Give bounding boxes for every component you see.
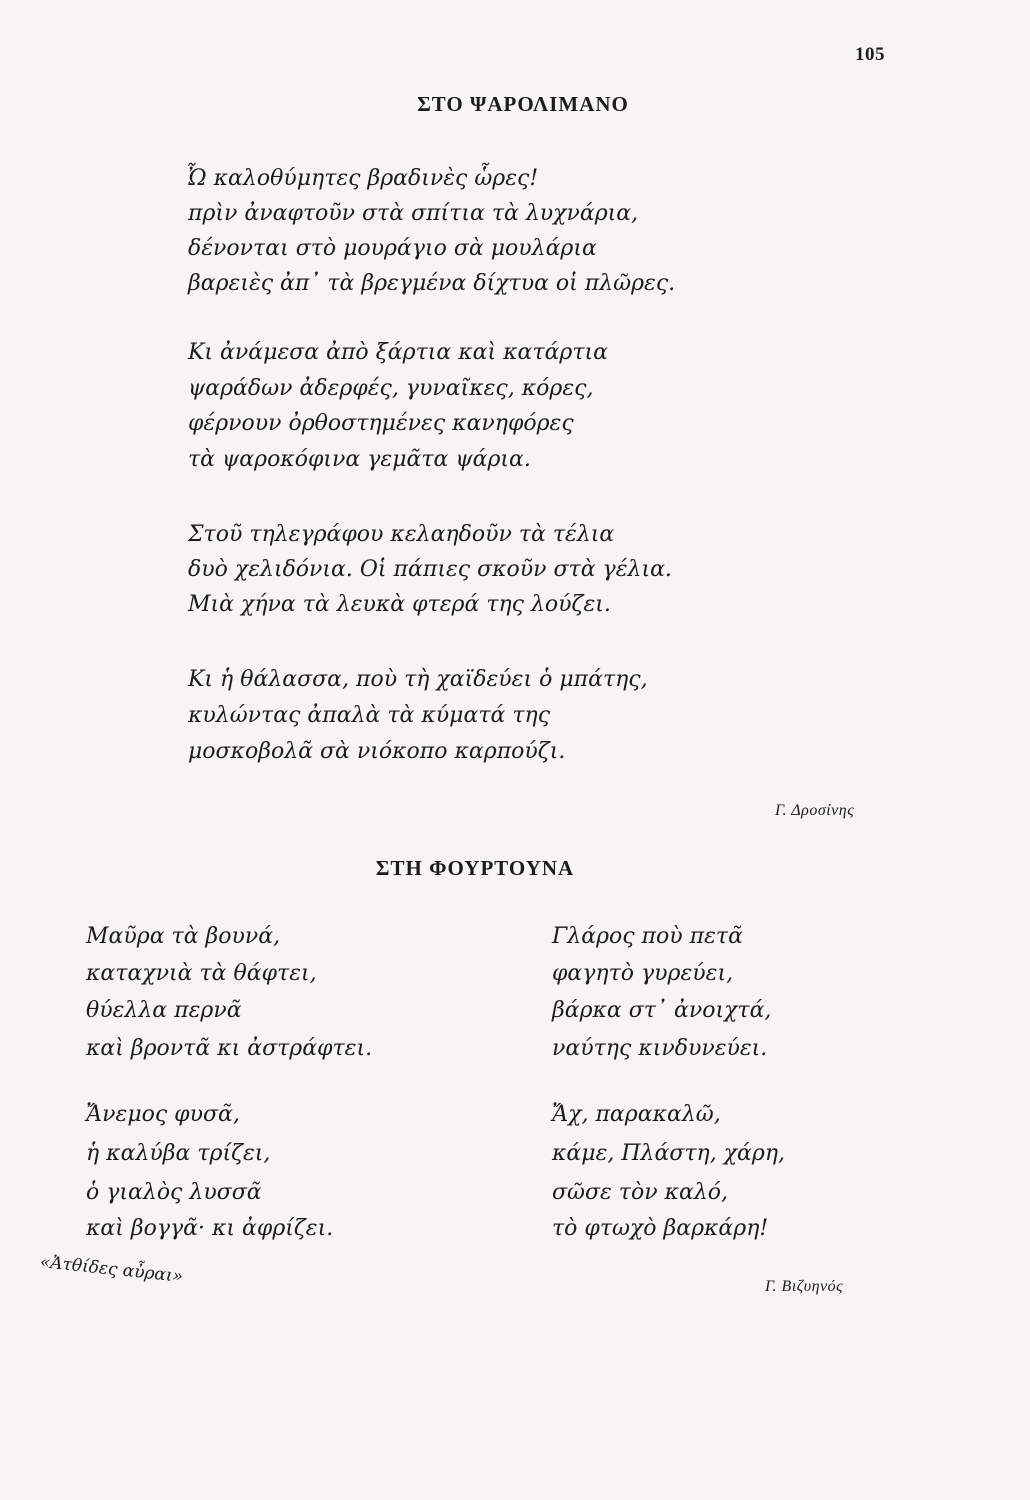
poem-line: Γλάρος ποὺ πετᾶ [552,924,743,949]
poem-source: «Ἀτθίδες αὖραι» [38,1252,184,1287]
poem-line: φέρνουν ὀρθοστημένες κανηφόρες [188,411,574,436]
poem-line: Ἄχ, παρακαλῶ, [552,1102,721,1127]
poem-line: βάρκα στ᾽ ἀνοιχτά, [552,998,772,1023]
poem-line: Στοῦ τηλεγράφου κελαηδοῦν τὰ τέλια [188,522,615,547]
poem-line: σῶσε τὸν καλό, [552,1180,729,1205]
poem-line: καὶ βροντᾶ κι ἀστράφτει. [86,1036,373,1061]
poem-line: Κι ἡ θάλασσα, ποὺ τὴ χαϊδεύει ὁ μπάτης, [188,667,648,692]
poem-line: δυὸ χελιδόνια. Οἱ πάπιες σκοῦν στὰ γέλια. [188,557,672,582]
poem-title: ΣΤΗ ΦΟΥΡΤΟΥΝΑ [375,856,575,880]
poem-line: μοσκοβολᾶ σὰ νιόκοπο καρπούζι. [188,739,566,764]
poem-line: πρὶν ἀναφτοῦν στὰ σπίτια τὰ λυχνάρια, [188,201,639,226]
poem-line: ψαράδων ἀδερφές, γυναῖκες, κόρες, [188,376,594,401]
poem-line: καταχνιὰ τὰ θάφτει, [86,961,317,986]
poem-author: Γ. Βιζυηνός [765,1278,844,1295]
poem-line: βαρειὲς ἀπ᾽ τὰ βρεγμένα δίχτυα οἱ πλῶρες. [188,271,676,296]
poem-line: κάμε, Πλάστη, χάρη, [552,1141,786,1166]
poem-line: τὸ φτωχὸ βαρκάρη! [552,1216,769,1241]
poem-line: Μιὰ χήνα τὰ λευκὰ φτερά της λούζει. [188,592,611,617]
poem-line: κυλώντας ἀπαλὰ τὰ κύματά της [188,703,551,728]
poem-line: θύελλα περνᾶ [86,998,242,1023]
poem-line: ναύτης κινδυνεύει. [552,1036,768,1061]
poem-line: Ὦ καλοθύμητες βραδινὲς ὧρες! [186,166,539,191]
poem-line: φαγητὸ γυρεύει, [552,961,734,986]
poem-line: Μαῦρα τὰ βουνά, [86,924,281,949]
poem-line: ὁ γιαλὸς λυσσᾶ [86,1180,262,1205]
poem-line: δένονται στὸ μουράγιο σὰ μουλάρια [188,236,597,261]
poem-line: Κι ἀνάμεσα ἀπὸ ξάρτια καὶ κατάρτια [188,340,609,365]
poem-line: Ἄνεμος φυσᾶ, [86,1102,240,1127]
poem-line: ἡ καλύβα τρίζει, [86,1141,271,1166]
poem-line: τὰ ψαροκόφινα γεμᾶτα ψάρια. [188,447,531,472]
poem-line: καὶ βογγᾶ· κι ἀφρίζει. [86,1216,334,1241]
page-number: 105 [855,44,885,65]
poem-author: Γ. Δροσίνης [775,802,855,819]
poem-title: ΣΤΟ ΨΑΡΟΛΙΜΑΝΟ [417,92,629,116]
